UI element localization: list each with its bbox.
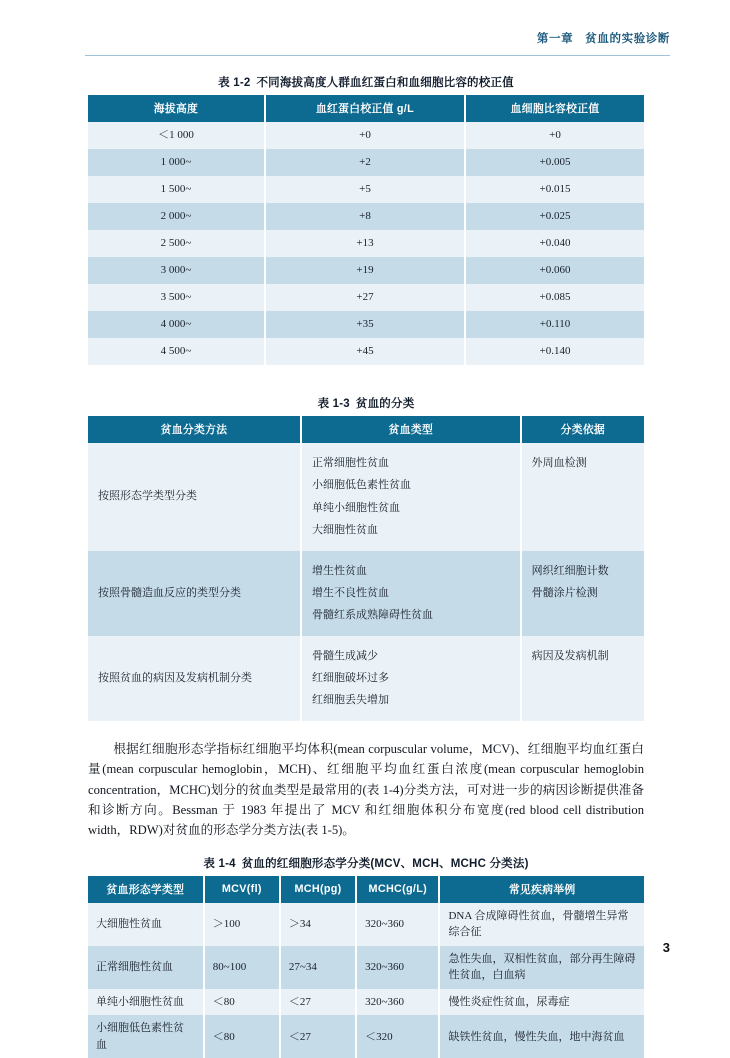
cell-basis <box>522 636 644 721</box>
column-header-mcv: MCV(fl) <box>205 876 281 903</box>
list-item: 正常细胞性贫血 <box>312 457 390 470</box>
column-header-classification-method: 贫血分类方法 <box>88 416 302 443</box>
table-1-3-caption-text: 贫血的分类 <box>355 398 415 411</box>
cell-basis <box>522 443 644 550</box>
cell-hb: +19 <box>266 257 466 284</box>
running-header <box>85 30 670 56</box>
cell-types <box>302 636 522 721</box>
cell-hb: +0 <box>266 122 466 149</box>
table-1-4-caption <box>88 855 644 871</box>
table-1-4-caption-number: 表 1-4 <box>203 857 236 870</box>
cell-mcv: ＞100 <box>205 903 281 946</box>
page-number: 3 <box>662 940 670 955</box>
table-row-header <box>88 876 644 903</box>
table-row <box>88 311 644 338</box>
cell-method: 按照形态学类型分类 <box>88 443 302 550</box>
list-item: 骨髓生成减少 <box>312 649 379 662</box>
table-1-3-caption <box>88 395 644 411</box>
cell-mcv: ＜80 <box>205 989 281 1016</box>
cell-types <box>302 443 522 550</box>
cell-altitude: 2 500~ <box>88 230 266 257</box>
list-item: 网织红细胞计数 <box>531 564 609 577</box>
table-row <box>88 551 644 636</box>
cell-diseases: 急性失血，双相性贫血，部分再生障碍性贫血，白血病 <box>440 946 644 989</box>
list-item: 小细胞低色素性贫血 <box>312 479 412 492</box>
cell-hb: +13 <box>266 230 466 257</box>
table-row <box>88 284 644 311</box>
cell-hb: +8 <box>266 203 466 230</box>
cell-mch: ＞34 <box>281 903 357 946</box>
cell-hb: +5 <box>266 176 466 203</box>
cell-mcv: 80~100 <box>205 946 281 989</box>
list-item: 骨髓涂片检测 <box>531 586 598 599</box>
cell-types <box>302 551 522 636</box>
table-row <box>88 203 644 230</box>
cell-hct: +0.015 <box>466 176 644 203</box>
cell-hct: +0.060 <box>466 257 644 284</box>
cell-mchc: 320~360 <box>357 989 440 1016</box>
table-row-header <box>88 95 644 122</box>
cell-type: 正常细胞性贫血 <box>88 946 205 989</box>
cell-altitude: 4 000~ <box>88 311 266 338</box>
table-row <box>88 1015 644 1058</box>
cell-hct: +0.140 <box>466 338 644 365</box>
cell-hb: +2 <box>266 149 466 176</box>
cell-mchc: ＜320 <box>357 1015 440 1058</box>
list-item: 骨髓红系成熟障碍性贫血 <box>312 608 434 621</box>
column-header-mch: MCH(pg) <box>281 876 357 903</box>
table-row <box>88 257 644 284</box>
cell-mch: ＜27 <box>281 1015 357 1058</box>
cell-diseases: 慢性炎症性贫血，尿毒症 <box>440 989 644 1016</box>
section-spacer <box>88 365 644 395</box>
table-row <box>88 122 644 149</box>
cell-hct: +0.085 <box>466 284 644 311</box>
table-1-2-caption-text: 不同海拔高度人群血红蛋白和血细胞比容的校正值 <box>256 77 514 89</box>
cell-mcv: ＜80 <box>205 1015 281 1058</box>
cell-mch: 27~34 <box>281 946 357 989</box>
column-header-hct-correction: 血细胞比容校正值 <box>466 95 644 122</box>
header-divider <box>85 55 670 56</box>
cell-hct: +0.040 <box>466 230 644 257</box>
table-row <box>88 443 644 550</box>
cell-altitude: 1 500~ <box>88 176 266 203</box>
table-1-2 <box>88 95 644 365</box>
column-header-anemia-type: 贫血类型 <box>302 416 522 443</box>
cell-diseases: 缺铁性贫血，慢性失血，地中海贫血 <box>440 1015 644 1058</box>
cell-hct: +0 <box>466 122 644 149</box>
table-1-3 <box>88 416 644 720</box>
cell-altitude: ＜1 000 <box>88 122 266 149</box>
cell-hb: +45 <box>266 338 466 365</box>
column-header-hb-correction: 血红蛋白校正值 g/L <box>266 95 466 122</box>
list-item: 增生不良性贫血 <box>312 586 390 599</box>
table-row <box>88 946 644 989</box>
table-1-2-caption <box>88 74 644 90</box>
cell-type: 单纯小细胞性贫血 <box>88 989 205 1016</box>
list-item: 大细胞性贫血 <box>312 523 379 536</box>
chapter-title: 第一章 贫血的实验诊断 <box>536 33 670 45</box>
column-header-mchc: MCHC(g/L) <box>357 876 440 903</box>
column-header-classification-basis: 分类依据 <box>522 416 644 443</box>
column-header-altitude: 海拔高度 <box>88 95 266 122</box>
cell-altitude: 3 500~ <box>88 284 266 311</box>
cell-basis <box>522 551 644 636</box>
table-row <box>88 903 644 946</box>
table-1-3-caption-number: 表 1-3 <box>317 398 350 411</box>
cell-method: 按照骨髓造血反应的类型分类 <box>88 551 302 636</box>
cell-hb: +35 <box>266 311 466 338</box>
cell-type: 大细胞性贫血 <box>88 903 205 946</box>
table-row-header <box>88 416 644 443</box>
cell-hb: +27 <box>266 284 466 311</box>
list-item: 外周血检测 <box>531 457 587 470</box>
cell-altitude: 4 500~ <box>88 338 266 365</box>
list-item: 红细胞丢失增加 <box>312 693 390 706</box>
cell-mchc: 320~360 <box>357 946 440 989</box>
column-header-morphology-type: 贫血形态学类型 <box>88 876 205 903</box>
cell-type: 小细胞低色素性贫血 <box>88 1015 205 1058</box>
cell-altitude: 2 000~ <box>88 203 266 230</box>
list-item: 增生性贫血 <box>312 564 368 577</box>
cell-altitude: 3 000~ <box>88 257 266 284</box>
table-1-2-caption-number: 表 1-2 <box>218 77 251 89</box>
table-row <box>88 176 644 203</box>
table-1-4-caption-text: 贫血的红细胞形态学分类(MCV、MCH、MCHC 分类法) <box>241 857 529 870</box>
cell-hct: +0.005 <box>466 149 644 176</box>
body-paragraph: 根据红细胞形态学指标红细胞平均体积(mean corpuscular volume，MCV)、红细胞平均血红蛋白量(mean corpuscular hemoglobin，MCH)、红细胞平均血红蛋白浓度(mean corpuscular hemoglobin concentration，MCHC)划分的贫血类型是最常用的(表 1-4)分类方法，可对进一步的病因诊断提供准备和诊断方向。Bessman 于 1983 年提出了 MCV 和红细胞体积分布宽度(red blood cell distribution width，RDW)对贫血的形态学分类方法(表 1-5)。 <box>88 741 644 838</box>
list-item: 红细胞破坏过多 <box>312 671 390 684</box>
table-row <box>88 338 644 365</box>
table-row <box>88 636 644 721</box>
cell-altitude: 1 000~ <box>88 149 266 176</box>
cell-method: 按照贫血的病因及发病机制分类 <box>88 636 302 721</box>
table-row <box>88 149 644 176</box>
list-item: 病因及发病机制 <box>531 649 609 662</box>
table-row <box>88 989 644 1016</box>
table-1-4 <box>88 876 644 1058</box>
table-row <box>88 230 644 257</box>
list-item: 单纯小细胞性贫血 <box>312 501 401 514</box>
column-header-common-diseases: 常见疾病举例 <box>440 876 644 903</box>
cell-mchc: 320~360 <box>357 903 440 946</box>
cell-hct: +0.025 <box>466 203 644 230</box>
cell-mch: ＜27 <box>281 989 357 1016</box>
page-content <box>88 74 644 1058</box>
cell-hct: +0.110 <box>466 311 644 338</box>
cell-diseases: DNA 合成障碍性贫血，骨髓增生异常综合征 <box>440 903 644 946</box>
